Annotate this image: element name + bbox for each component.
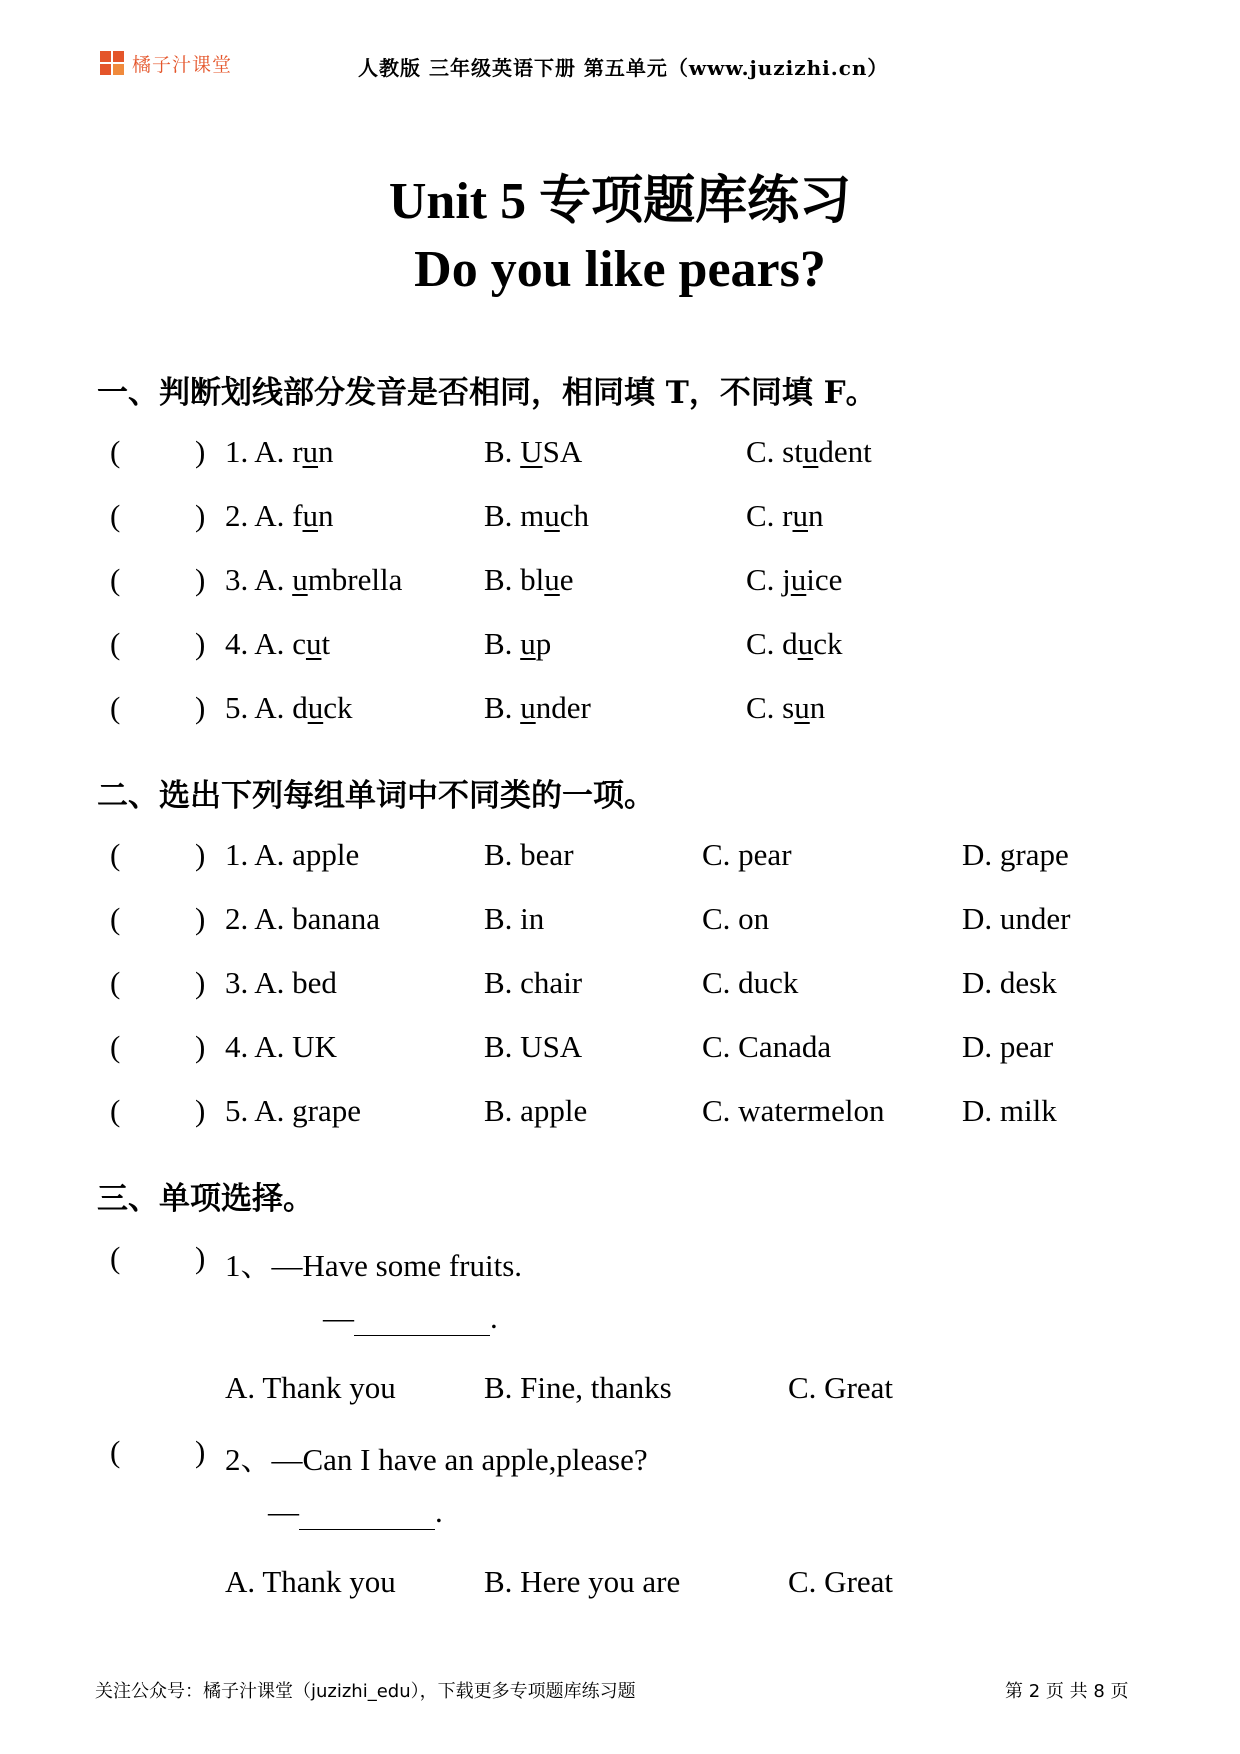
option-a: 3. A. bed [225, 965, 337, 1000]
s3-q1-options [0, 1370, 1240, 1410]
option-c: C. sun [746, 690, 826, 725]
s3-q2-row [0, 1434, 1240, 1477]
answer-paren-close: ) [195, 965, 206, 1000]
option-c: C. Canada [702, 1029, 832, 1064]
option-c: C. watermelon [702, 1093, 885, 1128]
option-a: A. Thank you [225, 1564, 396, 1599]
option-b: B. much [484, 498, 590, 533]
reply-line: — . [268, 1494, 443, 1529]
s1-row-1 [0, 434, 1240, 474]
option-b: B. USA [484, 434, 583, 469]
s2-row-1 [0, 837, 1240, 877]
brand-name: 橘子汁课堂 [132, 54, 233, 76]
page-number: 第 2 页 共 8 页 [1005, 1681, 1129, 1702]
option-b: B. blue [484, 562, 574, 597]
option-c: C. student [746, 434, 872, 469]
answer-blank[interactable] [354, 1305, 490, 1336]
option-b: B. chair [484, 965, 583, 1000]
answer-paren-open[interactable]: ( [110, 562, 121, 597]
option-b: B. Here you are [484, 1564, 681, 1599]
option-c: C. duck [702, 965, 799, 1000]
answer-paren-open[interactable]: ( [110, 1093, 121, 1128]
option-a: 1. A. run [225, 434, 334, 469]
option-c: C. run [746, 498, 824, 533]
s3-q1-row [0, 1240, 1240, 1283]
s1-row-2 [0, 498, 1240, 538]
section2-heading: 二、选出下列每组单词中不同类的一项。 [97, 778, 655, 814]
option-d: D. grape [962, 837, 1069, 872]
option-a: 1. A. apple [225, 837, 360, 872]
option-b: B. under [484, 690, 591, 725]
option-b: B. Fine, thanks [484, 1370, 672, 1405]
answer-paren-close: ) [195, 434, 206, 469]
option-c: C. duck [746, 626, 843, 661]
option-b: B. up [484, 626, 552, 661]
answer-paren-open[interactable]: ( [110, 434, 121, 469]
answer-paren-open[interactable]: ( [110, 837, 121, 872]
answer-paren-close: ) [195, 1093, 206, 1128]
s1-row-4 [0, 626, 1240, 666]
answer-paren-close: ) [195, 690, 206, 725]
option-c: C. juice [746, 562, 843, 597]
footer-note: 关注公众号：橘子汁课堂（juzizhi_edu），下载更多专项题库练习题 [95, 1681, 636, 1702]
answer-paren-open[interactable]: ( [110, 1240, 121, 1275]
option-a: A. Thank you [225, 1370, 396, 1405]
option-c: C. pear [702, 837, 792, 872]
option-d: D. under [962, 901, 1071, 936]
brand-logo [100, 50, 232, 77]
option-a: 5. A. duck [225, 690, 353, 725]
s3-q1-blank-row [0, 1300, 1240, 1340]
s2-row-4 [0, 1029, 1240, 1069]
s3-q2-blank-row [0, 1494, 1240, 1534]
option-a: 5. A. grape [225, 1093, 362, 1128]
answer-blank[interactable] [299, 1499, 435, 1530]
answer-paren-open[interactable]: ( [110, 498, 121, 533]
option-b: B. bear [484, 837, 574, 872]
answer-paren-close: ) [195, 626, 206, 661]
answer-paren-open[interactable]: ( [110, 1029, 121, 1064]
option-a: 4. A. UK [225, 1029, 337, 1064]
answer-paren-open[interactable]: ( [110, 965, 121, 1000]
option-c: C. on [702, 901, 770, 936]
option-a: 2. A. fun [225, 498, 334, 533]
option-d: D. desk [962, 965, 1057, 1000]
option-d: D. pear [962, 1029, 1054, 1064]
page-subtitle: Do you like pears? [414, 241, 826, 298]
answer-paren-close: ) [195, 1240, 206, 1275]
option-a: 2. A. banana [225, 901, 380, 936]
answer-paren-open[interactable]: ( [110, 690, 121, 725]
logo-icon [100, 51, 126, 77]
answer-paren-open[interactable]: ( [110, 901, 121, 936]
answer-paren-close: ) [195, 1434, 206, 1469]
reply-line: — . [323, 1300, 498, 1335]
option-c: C. Great [788, 1564, 894, 1599]
answer-paren-close: ) [195, 901, 206, 936]
question-text: 2、—Can I have an apple,please? [225, 1442, 648, 1477]
option-a: 4. A. cut [225, 626, 331, 661]
option-c: C. Great [788, 1370, 894, 1405]
s2-row-5 [0, 1093, 1240, 1133]
s1-row-3 [0, 562, 1240, 602]
option-a: 3. A. umbrella [225, 562, 403, 597]
answer-paren-open[interactable]: ( [110, 626, 121, 661]
s3-q2-options [0, 1564, 1240, 1604]
answer-paren-close: ) [195, 562, 206, 597]
section1-heading: 一、判断划线部分发音是否相同，相同填 T，不同填 F。 [97, 375, 877, 411]
answer-paren-open[interactable]: ( [110, 1434, 121, 1469]
question-text: 1、—Have some fruits. [225, 1248, 523, 1283]
section3-heading: 三、单项选择。 [97, 1181, 314, 1217]
page-title: Unit 5 专项题库练习 [388, 173, 852, 230]
header-title: 人教版 三年级英语下册 第五单元（www.juzizhi.cn） [358, 56, 889, 80]
answer-paren-close: ) [195, 1029, 206, 1064]
option-d: D. milk [962, 1093, 1057, 1128]
answer-paren-close: ) [195, 837, 206, 872]
answer-paren-close: ) [195, 498, 206, 533]
s2-row-3 [0, 965, 1240, 1005]
option-b: B. apple [484, 1093, 588, 1128]
option-b: B. USA [484, 1029, 583, 1064]
s1-row-5 [0, 690, 1240, 730]
s2-row-2 [0, 901, 1240, 941]
option-b: B. in [484, 901, 545, 936]
